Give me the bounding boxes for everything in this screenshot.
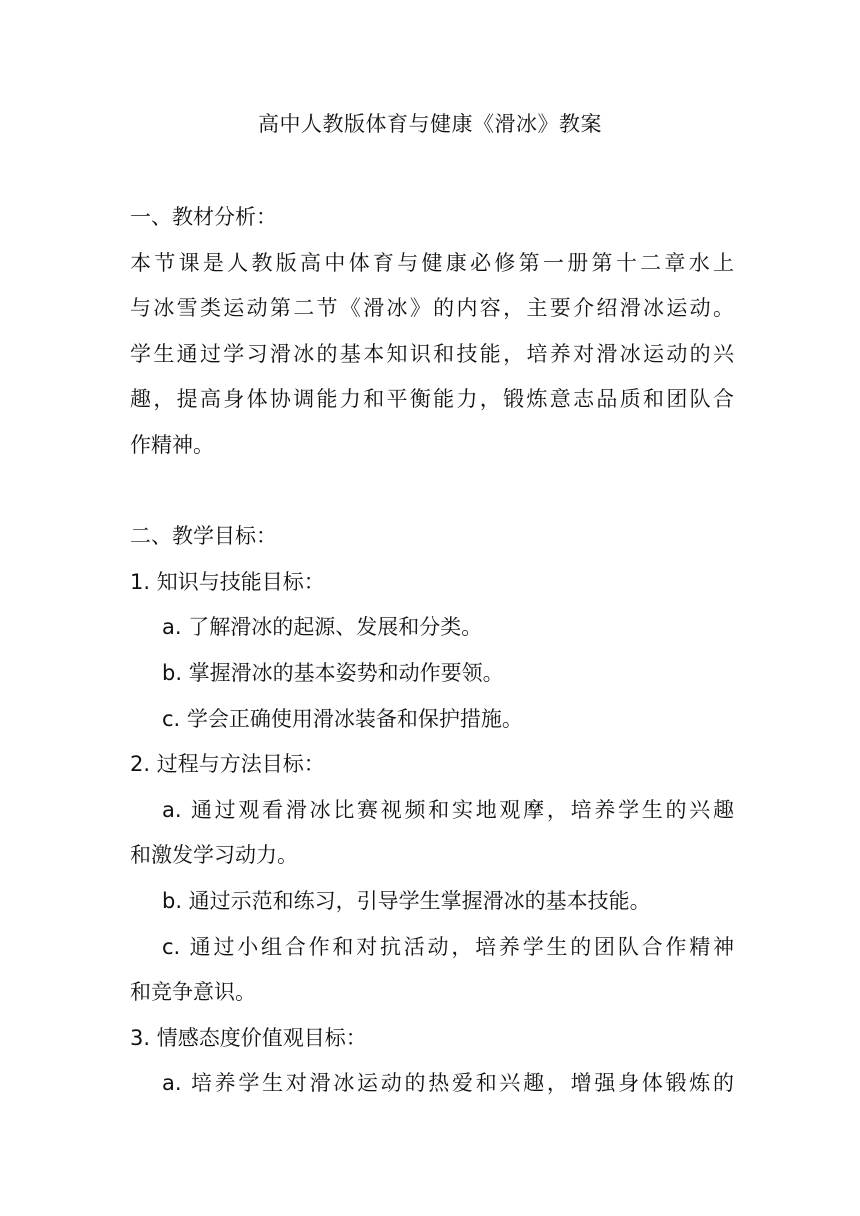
- section-heading-analysis: 一、教材分析：: [130, 205, 277, 229]
- goal-1-label: 1. 知识与技能目标：: [130, 569, 325, 594]
- goal-2-item-b: b. 通过示范和练习，引导学生掌握滑冰的基本技能。: [162, 888, 651, 913]
- paragraph-line: 学生通过学习滑冰的基本知识和技能，培养对滑冰运动的兴: [130, 341, 734, 366]
- goal-3-item-a-line1: a. 培养学生对滑冰运动的热爱和兴趣，增强身体锻炼的: [162, 1071, 734, 1096]
- goal-3-label: 3. 情感态度价值观目标：: [130, 1025, 367, 1050]
- goal-2-item-a-line1: a. 通过观看滑冰比赛视频和实地观摩，培养学生的兴趣: [162, 797, 734, 822]
- goal-2-item-c-line2: 和竞争意识。: [130, 980, 256, 1005]
- goal-1-item-c: c. 学会正确使用滑冰装备和保护措施。: [162, 706, 523, 731]
- goal-1-item-a: a. 了解滑冰的起源、发展和分类。: [162, 615, 483, 640]
- goal-2-label: 2. 过程与方法目标：: [130, 752, 325, 777]
- paragraph-line: 作精神。: [130, 432, 214, 457]
- blank-line: [130, 469, 734, 515]
- goal-2-item-c-line1: c. 通过小组合作和对抗活动，培养学生的团队合作精神: [162, 934, 734, 959]
- goal-1-item-b: b. 掌握滑冰的基本姿势和动作要领。: [162, 660, 504, 685]
- paragraph-line: 与冰雪类运动第二节《滑冰》的内容，主要介绍滑冰运动。: [130, 296, 734, 321]
- document-title: 高中人教版体育与健康《滑冰》教案: [258, 112, 602, 136]
- section-heading-goals: 二、教学目标：: [130, 524, 277, 549]
- document-body: [130, 195, 734, 1107]
- paragraph-line: 本节课是人教版高中体育与健康必修第一册第十二章水上: [130, 250, 734, 275]
- paragraph-line: 趣，提高身体协调能力和平衡能力，锻炼意志品质和团队合: [130, 387, 734, 412]
- goal-2-item-a-line2: 和激发学习动力。: [130, 843, 298, 868]
